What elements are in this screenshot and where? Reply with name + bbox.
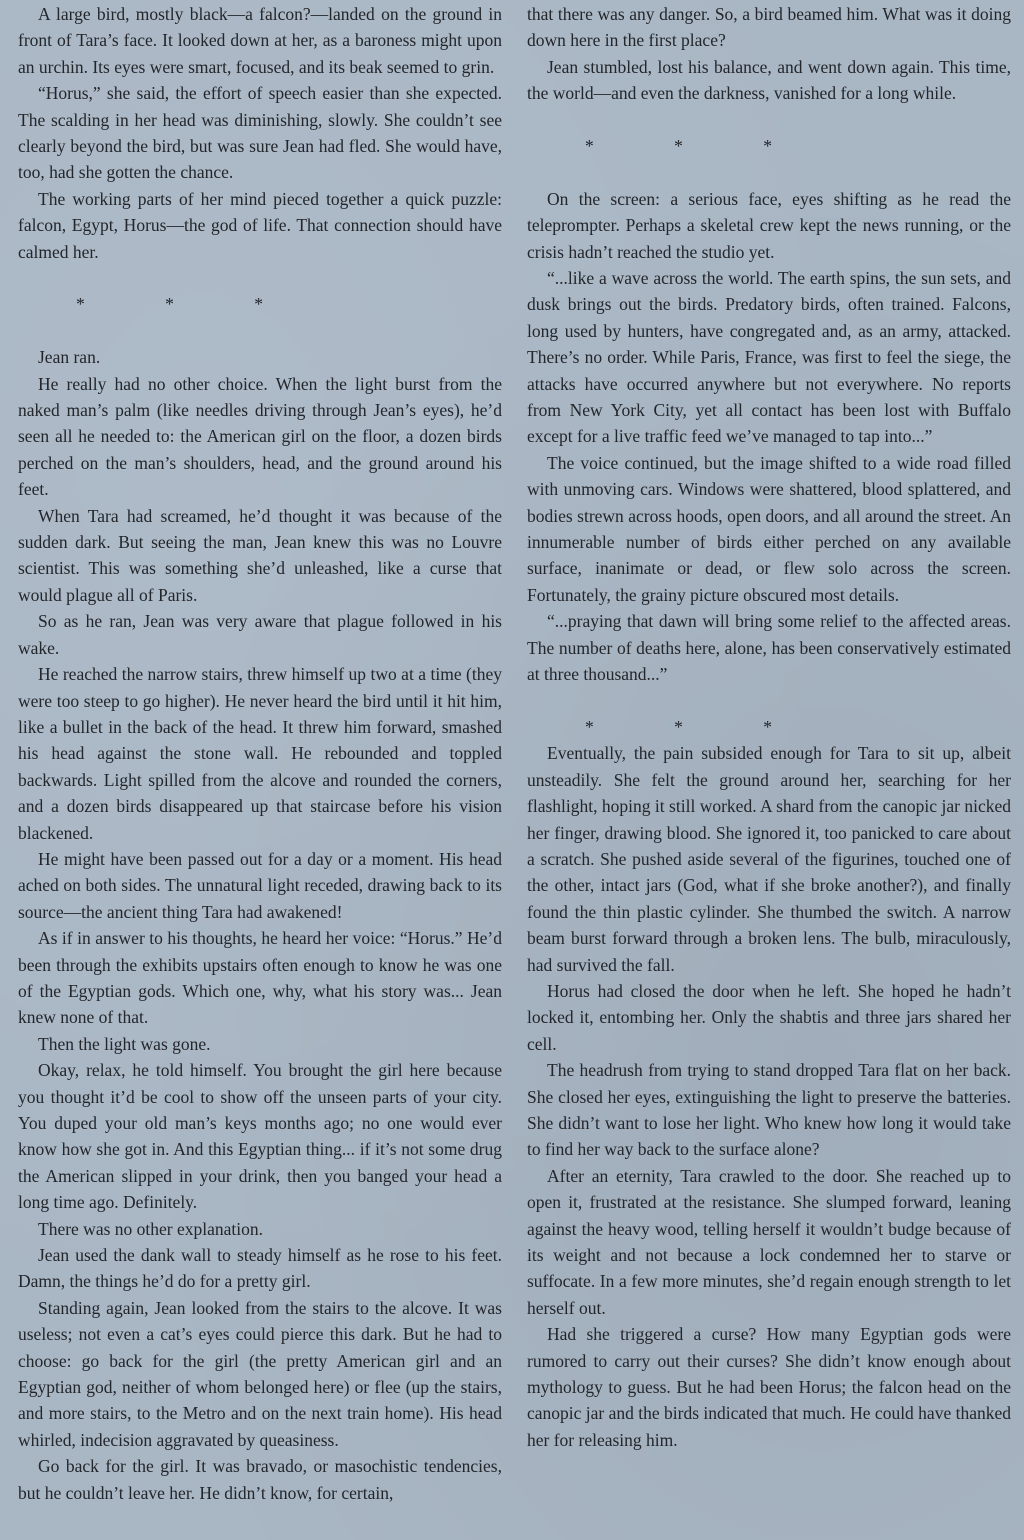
paragraph: As if in answer to his thoughts, he heard her voice: “Horus.” He’d been through the exhibits upstairs often enough to know he was one of the Egyptian gods. Which one, why, what his story was... Jean knew none of that.: [18, 928, 502, 1028]
paragraph: “Horus,” she said, the effort of speech easier than she expected. The scalding in her head was diminishing, slowly. She couldn’t see clearly beyond the bird, but was sure Jean had fled. She would have, too, had she gotten the chance.: [18, 83, 502, 183]
paragraph: Jean stumbled, lost his balance, and went down again. This time, the world—and even the darkness, vanished for a long while.: [527, 56, 1011, 104]
section-gap: [18, 318, 502, 344]
paragraph: Standing again, Jean looked from the stairs to the alcove. It was useless; not even a cat’s eyes could pierce this dark. But he had to choose: go back for the girl (the pretty American girl and an Egyptian god, neither of whom belonged here) or flee (up the stairs, and more stairs, to the Metro and on the next train home). His head whirled, indecision aggravated by queasiness.: [18, 1297, 502, 1450]
paragraph: Eventually, the pain subsided enough for Tara to sit up, albeit unsteadily. She felt the ground around her, searching for her flashlight, hoping it still worked. A shard from the canopic jar nicked her finger, drawing blood. She ignored it, too panicked to care about a scratch. She pushed aside several of the figurines, touched one of the other, intact jars (God, what if she broke another?), and finally found the thin plastic cylinder. She thumbed the switch. A narrow beam burst forward through a broken lens. The bulb, miraculously, had survived the fall.: [527, 743, 1011, 975]
paragraph: On the screen: a serious face, eyes shifting as he read the teleprompter. Perhaps a skeletal crew kept the news running, or the crisis hadn’t reached the studio yet.: [527, 188, 1011, 262]
section-separator: * * *: [585, 716, 810, 737]
paragraph: He really had no other choice. When the light burst from the naked man’s palm (like needles driving through Jean’s eyes), he’d seen all he needed to: the American girl on the floor, a dozen birds perched on the man’s shoulders, head, and the ground around his feet.: [18, 373, 502, 500]
paragraph: Okay, relax, he told himself. You brought the girl here because you thought it’d be cool to show off the unseen parts of your city. You duped your old man’s keys months ago; no one would ever know how she got in. And this Egyptian thing... if it’s not some drug the American slipped in your drink, then you banged your head a long time ago. Definitely.: [18, 1060, 502, 1213]
paragraph: that there was any danger. So, a bird beamed him. What was it doing down here in the first place?: [527, 4, 1011, 51]
paragraph: There was no other explanation.: [38, 1218, 263, 1239]
paragraph: A large bird, mostly black—a falcon?—landed on the ground in front of Tara’s face. It looked down at her, as a baroness might upon an urchin. Its eyes were smart, focused, and its beak seemed to grin.: [18, 4, 502, 77]
section-separator: * * *: [585, 136, 810, 157]
paragraph: “...like a wave across the world. The earth spins, the sun sets, and dusk brings out the birds. Predatory birds, often trained. Falcons, long used by hunters, have congregated and, as an army, attacked. There’s no order. While Paris, France, was first to feel the siege, the attacks have occurred anywhere but not everywhere. No reports from New York City, yet all contact has been lost with Buffalo except for a live traffic feed we’ve managed to tap into...”: [527, 268, 1011, 447]
paragraph: He might have been passed out for a day or a moment. His head ached on both sides. The unnatural light receded, drawing back to its source—the ancient thing Tara had awakened!: [18, 848, 502, 922]
section-gap: [527, 688, 1011, 714]
paragraph: The voice continued, but the image shifted to a wide road filled with unmoving cars. Windows were shattered, blood splattered, and bodies strewn across hoods, open doors, and all around the street. An innumerable number of birds either perched on any available surface, inanimate or dead, or flew solo across the screen. Fortunately, the grainy picture obscured most details.: [527, 452, 1011, 605]
left-column: [18, 0, 502, 1506]
section-gap: [18, 265, 502, 291]
paragraph: Jean used the dank wall to steady himself as he rose to his feet. Damn, the things he’d do for a pretty girl.: [18, 1245, 502, 1292]
section-gap: [527, 159, 1011, 185]
right-column: [527, 0, 1011, 1453]
paragraph: The headrush from trying to stand dropped Tara flat on her back. She closed her eyes, extinguishing the light to preserve the batteries. She didn’t want to lose her light. Who knew how long it would take to find her way back to the surface alone?: [527, 1060, 1011, 1160]
paragraph: The working parts of her mind pieced together a quick puzzle: falcon, Egypt, Horus—the god of life. That connection should have calmed her.: [18, 188, 502, 262]
paragraph: After an eternity, Tara crawled to the door. She reached up to open it, frustrated at the resistance. She slumped forward, leaning against the heavy wood, telling herself it wouldn’t budge because of its weight and not because a lock condemned her to starve or suffocate. In a few more minutes, she’d regain enough strength to let herself out.: [527, 1165, 1011, 1318]
paragraph: Go back for the girl. It was bravado, or masochistic tendencies, but he couldn’t leave her. He didn’t know, for certain,: [18, 1456, 502, 1503]
section-gap: [527, 107, 1011, 133]
paragraph: So as he ran, Jean was very aware that plague followed in his wake.: [18, 611, 502, 658]
paragraph: Then the light was gone.: [38, 1033, 211, 1054]
paragraph: “...praying that dawn will bring some relief to the affected areas. The number of deaths here, alone, has been conservatively estimated at three thousand...”: [527, 611, 1011, 685]
paragraph: He reached the narrow stairs, threw himself up two at a time (they were too steep to go higher). He never heard the bird until it hit him, like a bullet in the back of the head. It threw him forward, smashed his head against the stone wall. He rebounded and toppled backwards. Light spilled from the alcove and rounded the corners, and a dozen birds disappeared up that staircase before his vision blackened.: [18, 664, 502, 843]
paragraph: Jean ran.: [38, 347, 101, 368]
paragraph: When Tara had screamed, he’d thought it was because of the sudden dark. But seeing the man, Jean knew this was no Louvre scientist. This was something she’d unleashed, like a curse that would plague all of Paris.: [18, 505, 502, 605]
paragraph: Had she triggered a curse? How many Egyptian gods were rumored to carry out their curses? She didn’t know enough about mythology to guess. But he had been Horus; the falcon head on the canopic jar and the birds indicated that much. He could have thanked her for releasing him.: [527, 1324, 1011, 1450]
paragraph: Horus had closed the door when he left. She hoped he hadn’t locked it, entombing her. Only the shabtis and three jars shared her cell.: [527, 980, 1011, 1054]
section-separator: * * *: [76, 294, 301, 315]
